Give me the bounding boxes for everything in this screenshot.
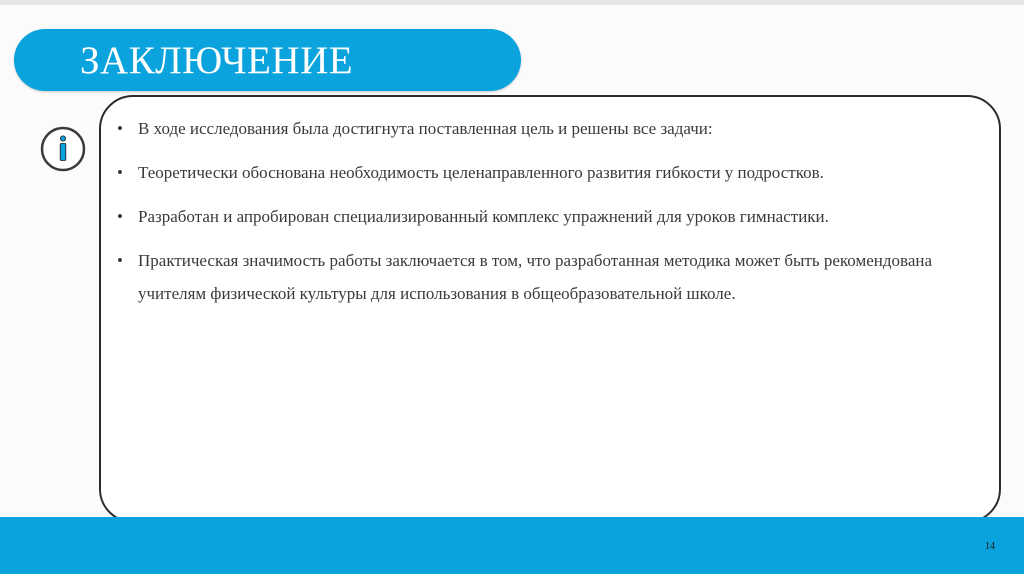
bullet-text: В ходе исследования была достигнута поставленная цель и решены все задачи: [138, 119, 713, 138]
conclusion-list [117, 112, 987, 321]
bullet-text: Теоретически обоснована необходимость целенаправленного развития гибкости у подростков. [138, 163, 824, 182]
bullet-marker: • [117, 251, 123, 270]
bullet-marker: • [117, 119, 123, 138]
list-item [117, 244, 987, 310]
bullet-marker: • [117, 207, 123, 226]
list-item [117, 200, 987, 233]
info-icon [40, 126, 86, 172]
list-item [117, 156, 987, 189]
footer-bar [0, 517, 1024, 574]
top-divider [0, 0, 1024, 5]
bullet-text: Разработан и апробирован специализированный комплекс упражнений для уроков гимнастики. [138, 207, 829, 226]
list-item [117, 112, 987, 145]
page-number: 14 [985, 541, 995, 552]
bullet-marker: • [117, 163, 123, 182]
bullet-text: Практическая значимость работы заключается в том, что разработанная методика может быть рекомендована учителям физической культуры для использования в общеобразовательной школе. [138, 251, 933, 303]
slide-title: ЗАКЛЮЧЕНИЕ [80, 39, 354, 82]
